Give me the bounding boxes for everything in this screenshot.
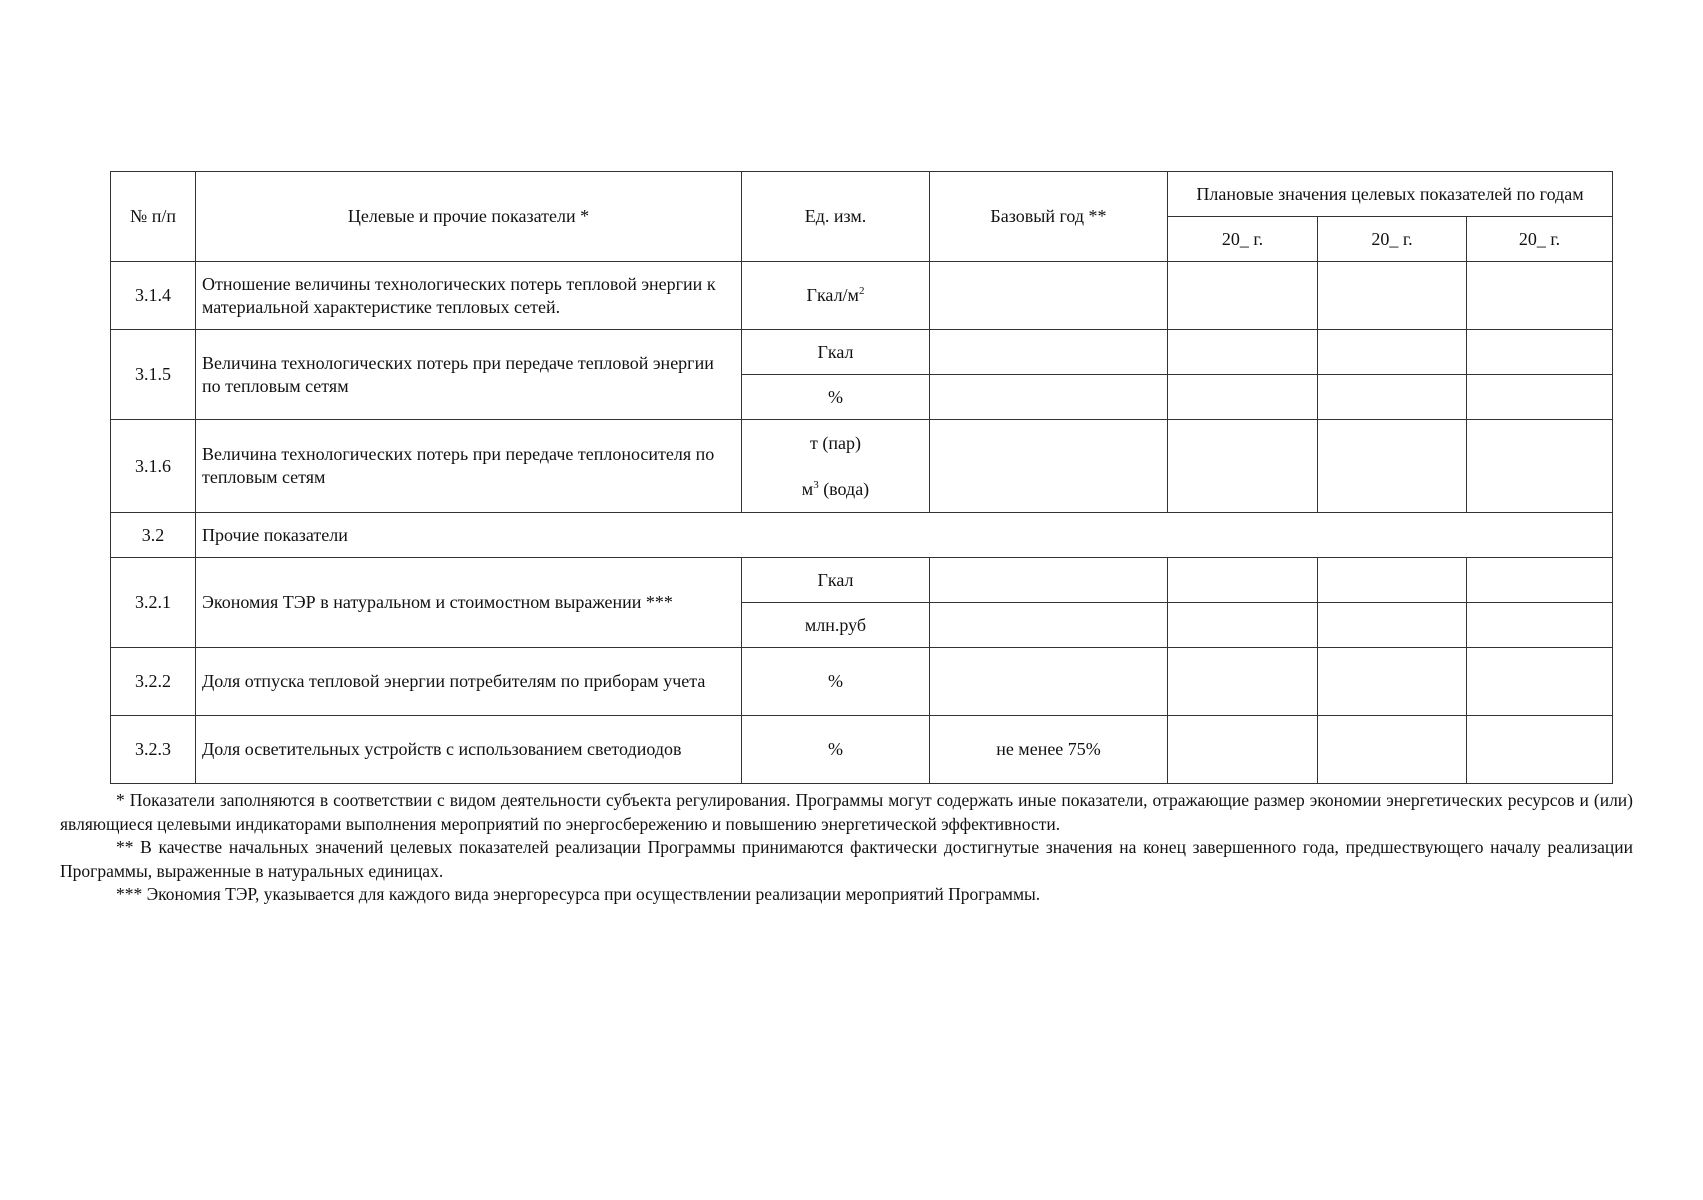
year-cell — [1318, 375, 1467, 420]
row-unit: % — [742, 716, 930, 784]
footnote-1: * Показатели заполняются в соответствии с видом деятельности субъекта регулирования. Программы могут содержать иные показатели, отражающие размер экономии энергетических ресурсов и (или) являющиеся целевыми индикаторами выполнения мероприятий по энергосбережению и повышению энергетической эффективности. — [60, 790, 1633, 834]
unit-steam: т (пар) — [810, 433, 861, 453]
header-year-1: 20_ г. — [1168, 217, 1318, 262]
header-year-2: 20_ г. — [1318, 217, 1467, 262]
year-cell — [1467, 375, 1613, 420]
year-cell — [1168, 558, 1318, 603]
row-indicator-name: Величина технологических потерь при передаче теплоносителя по тепловым сетям — [196, 420, 742, 513]
table-row — [111, 330, 1613, 375]
header-year-3: 20_ г. — [1467, 217, 1613, 262]
base-year-cell — [930, 262, 1168, 330]
year-cell — [1318, 603, 1467, 648]
row-unit — [742, 420, 930, 513]
table-row — [111, 648, 1613, 716]
year-cell — [1168, 648, 1318, 716]
unit-superscript: 2 — [858, 285, 865, 297]
year-cell — [1168, 603, 1318, 648]
year-cell — [1168, 420, 1318, 513]
row-unit: Гкал — [742, 330, 930, 375]
year-cell — [1467, 603, 1613, 648]
year-cell — [1168, 330, 1318, 375]
year-cell — [1318, 330, 1467, 375]
row-indicator-name: Доля осветительных устройств с использованием светодиодов — [196, 716, 742, 784]
base-year-cell — [930, 375, 1168, 420]
footnote-2: ** В качестве начальных значений целевых показателей реализации Программы принимаются фактически достигнутые значения на конец завершенного года, предшествующего началу реализации Программы, выраженные в натуральных единицах. — [60, 837, 1633, 881]
year-cell — [1467, 558, 1613, 603]
row-num: 3.1.6 — [111, 420, 196, 513]
row-num: 3.1.5 — [111, 330, 196, 420]
year-cell — [1168, 716, 1318, 784]
year-cell — [1168, 375, 1318, 420]
row-unit: % — [742, 375, 930, 420]
row-num: 3.2 — [111, 513, 196, 558]
header-indicators: Целевые и прочие показатели * — [196, 172, 742, 262]
indicators-table — [110, 171, 1613, 784]
row-unit: млн.руб — [742, 603, 930, 648]
base-year-value: не менее 75% — [930, 716, 1168, 784]
table-row — [111, 558, 1613, 603]
unit-water — [742, 466, 929, 512]
footnote-3: *** Экономия ТЭР, указывается для каждого вида энергоресурса при осуществлении реализации мероприятий Программы. — [116, 884, 1041, 904]
base-year-cell — [930, 648, 1168, 716]
unit-text: Гкал/м — [806, 285, 859, 305]
header-planned-values: Плановые значения целевых показателей по годам — [1168, 172, 1613, 217]
row-num: 3.2.3 — [111, 716, 196, 784]
unit-suffix: (вода) — [818, 479, 870, 499]
base-year-cell — [930, 330, 1168, 375]
header-base-year: Базовый год ** — [930, 172, 1168, 262]
year-cell — [1467, 648, 1613, 716]
row-num: 3.2.2 — [111, 648, 196, 716]
table-row — [111, 716, 1613, 784]
row-indicator-name: Экономия ТЭР в натуральном и стоимостном выражении *** — [196, 558, 742, 648]
year-cell — [1467, 262, 1613, 330]
year-cell — [1467, 330, 1613, 375]
year-cell — [1168, 262, 1318, 330]
table-row — [111, 262, 1613, 330]
row-unit — [742, 262, 930, 330]
year-cell — [1318, 648, 1467, 716]
footnotes — [60, 789, 1633, 907]
row-indicator-name: Отношение величины технологических потерь тепловой энергии к материальной характеристике тепловых сетей. — [196, 262, 742, 330]
section-title: Прочие показатели — [196, 513, 1613, 558]
year-cell — [1318, 262, 1467, 330]
unit-superscript: 3 — [813, 479, 819, 491]
base-year-cell — [930, 420, 1168, 513]
year-cell — [1318, 716, 1467, 784]
year-cell — [1318, 420, 1467, 513]
row-indicator-name: Доля отпуска тепловой энергии потребителям по приборам учета — [196, 648, 742, 716]
header-num: № п/п — [111, 172, 196, 262]
row-num: 3.2.1 — [111, 558, 196, 648]
row-num: 3.1.4 — [111, 262, 196, 330]
base-year-cell — [930, 558, 1168, 603]
row-unit: % — [742, 648, 930, 716]
table-section-row — [111, 513, 1613, 558]
unit-text: м — [801, 479, 814, 499]
row-unit: Гкал — [742, 558, 930, 603]
base-year-cell — [930, 603, 1168, 648]
row-indicator-name: Величина технологических потерь при передаче тепловой энергии по тепловым сетям — [196, 330, 742, 420]
year-cell — [1467, 716, 1613, 784]
year-cell — [1318, 558, 1467, 603]
header-unit: Ед. изм. — [742, 172, 930, 262]
year-cell — [1467, 420, 1613, 513]
table-row — [111, 420, 1613, 513]
